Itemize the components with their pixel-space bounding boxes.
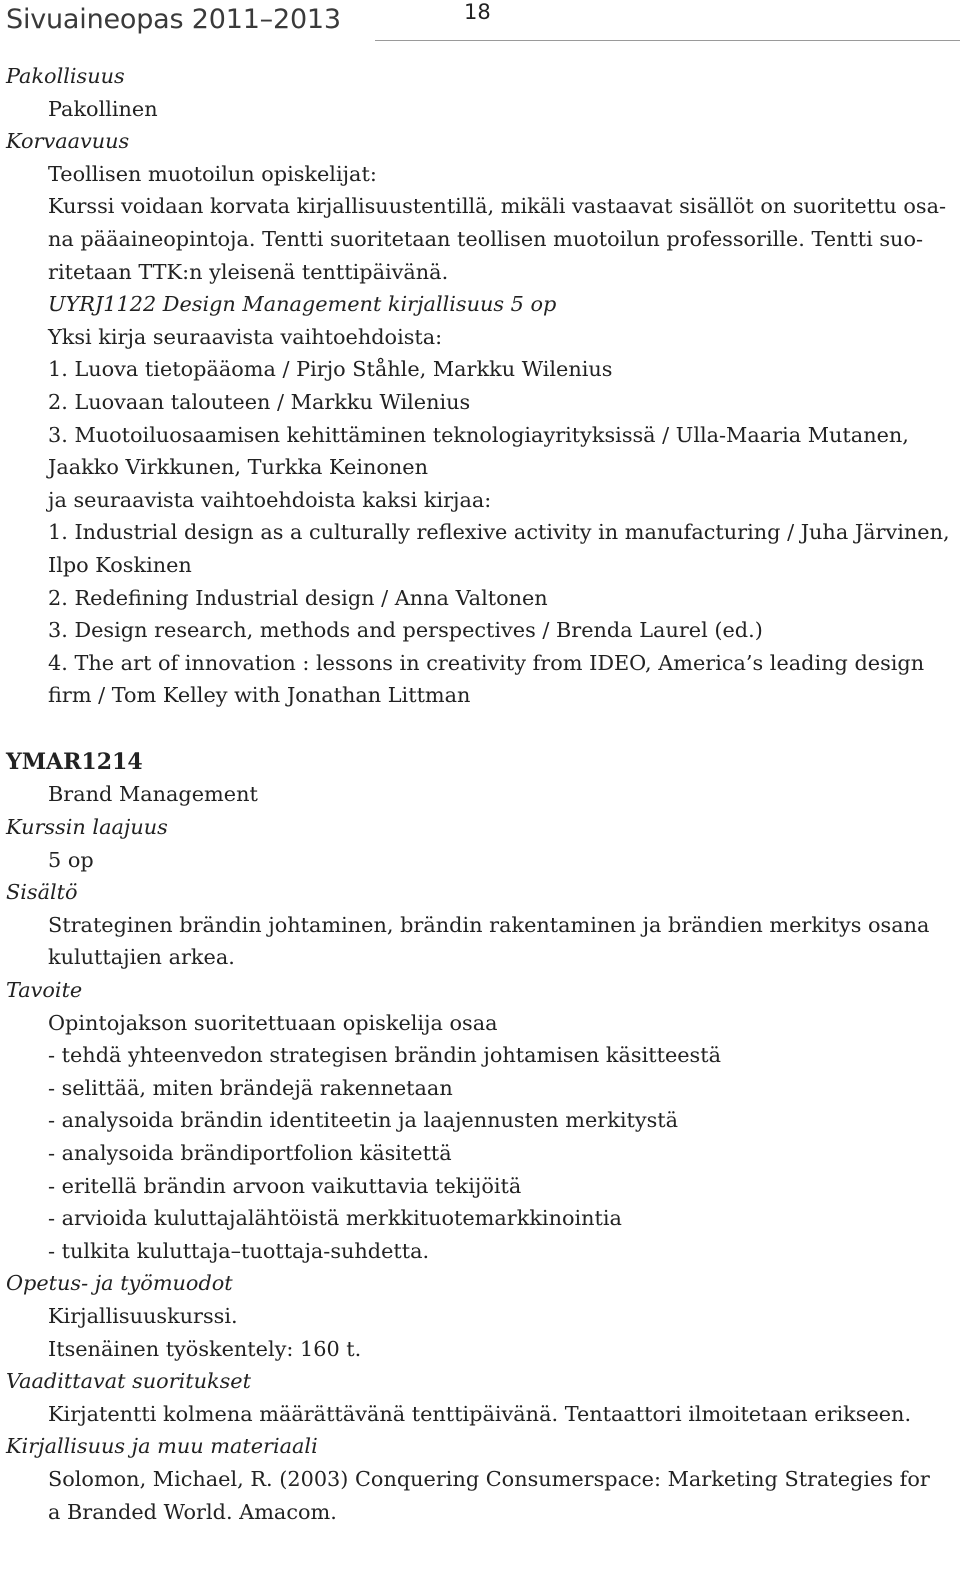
korvaavuus-heading: Korvaavuus	[6, 129, 130, 154]
running-title: Sivuaineopas 2011–2013	[6, 4, 341, 35]
korvaavuus-line: Kurssi voidaan korvata kirjallisuustentillä, mikäli vastaavat sisällöt on suoritettu osa-	[48, 194, 947, 219]
course-name: Brand Management	[48, 782, 258, 807]
sisalto-line: Strateginen brändin johtaminen, brändin rakentaminen ja brändien merkitys osana	[48, 912, 930, 937]
book-list-item: firm / Tom Kelley with Jonathan Littman	[48, 683, 471, 708]
opetus-item: Kirjallisuuskurssi.	[48, 1303, 238, 1328]
page-content	[0, 60, 952, 1528]
pakollisuus-value: Pakollinen	[48, 96, 158, 121]
kirjallisuus-line: a Branded World. Amacom.	[48, 1499, 337, 1524]
vaaditut-heading: Vaadittavat suoritukset	[6, 1369, 251, 1394]
vaaditut-text: Kirjatentti kolmena määrättävänä tenttipäivänä. Tentaattori ilmoitetaan erikseen.	[48, 1401, 912, 1426]
kirjallisuus-line: Solomon, Michael, R. (2003) Conquering Consumerspace: Marketing Strategies for	[48, 1466, 930, 1491]
korvaavuus-line: ritetaan TTK:n yleisenä tenttipäivänä.	[48, 259, 449, 284]
korvaavuus-intro: Teollisen muotoilun opiskelijat:	[48, 161, 377, 186]
pakollisuus-heading: Pakollisuus	[6, 64, 125, 88]
tavoite-item: - tulkita kuluttaja–tuottaja-suhdetta.	[48, 1238, 430, 1263]
tavoite-item: - analysoida brändiportfolion käsitettä	[48, 1141, 452, 1165]
korvaavuus-line: na pääaineopintoja. Tentti suoritetaan teollisen muotoilun professorille. Tentti suo-	[48, 226, 923, 251]
book-list-item: Jaakko Virkkunen, Turkka Keinonen	[48, 455, 428, 480]
book-list-item: 2. Redefining Industrial design / Anna Valtonen	[48, 585, 548, 610]
choose-one-label: Yksi kirja seuraavista vaihtoehdoista:	[48, 324, 443, 349]
sisalto-line: kuluttajien arkea.	[48, 945, 235, 970]
laajuus-value: 5 op	[48, 847, 94, 872]
opetus-heading: Opetus- ja työmuodot	[6, 1271, 233, 1296]
literature-course-title: UYRJ1122 Design Management kirjallisuus 5 op	[48, 292, 557, 317]
sisalto-heading: Sisältö	[6, 880, 78, 905]
tavoite-item: - arvioida kuluttajalähtöistä merkkituotemarkkinointia	[48, 1206, 622, 1231]
opetus-item: Itsenäinen työskentely: 160 t.	[48, 1336, 362, 1361]
page-number: 18	[464, 0, 491, 24]
laajuus-heading: Kurssin laajuus	[6, 815, 168, 840]
tavoite-item: - analysoida brändin identiteetin ja laajennusten merkitystä	[48, 1108, 679, 1133]
header-rule	[375, 40, 960, 41]
tavoite-heading: Tavoite	[6, 978, 83, 1003]
tavoite-item: Opintojakson suoritettuaan opiskelija osaa	[48, 1010, 498, 1035]
book-list-item: 1. Industrial design as a culturally reflexive activity in manufacturing / Juha Järvinen,	[48, 520, 950, 545]
course-code: YMAR1214	[6, 748, 143, 775]
tavoite-item: - selittää, miten brändejä rakennetaan	[48, 1075, 453, 1100]
tavoite-item: - eritellä brändin arvoon vaikuttavia tekijöitä	[48, 1173, 522, 1198]
book-list-item: 3. Muotoiluosaamisen kehittäminen teknologiayrityksissä / Ulla-Maaria Mutanen,	[48, 422, 909, 447]
book-list-item: 1. Luova tietopääoma / Pirjo Ståhle, Markku Wilenius	[48, 357, 613, 382]
book-list-item: 2. Luovaan talouteen / Markku Wilenius	[48, 389, 471, 414]
book-list-item: 3. Design research, methods and perspectives / Brenda Laurel (ed.)	[48, 618, 763, 643]
tavoite-item: - tehdä yhteenvedon strategisen brändin johtamisen käsitteestä	[48, 1043, 721, 1068]
choose-two-label: ja seuraavista vaihtoehdoista kaksi kirjaa:	[48, 487, 492, 512]
kirjallisuus-heading: Kirjallisuus ja muu materiaali	[6, 1434, 318, 1459]
book-list-item: 4. The art of innovation : lessons in creativity from IDEO, America’s leading design	[48, 650, 925, 675]
book-list-item: Ilpo Koskinen	[48, 552, 192, 577]
